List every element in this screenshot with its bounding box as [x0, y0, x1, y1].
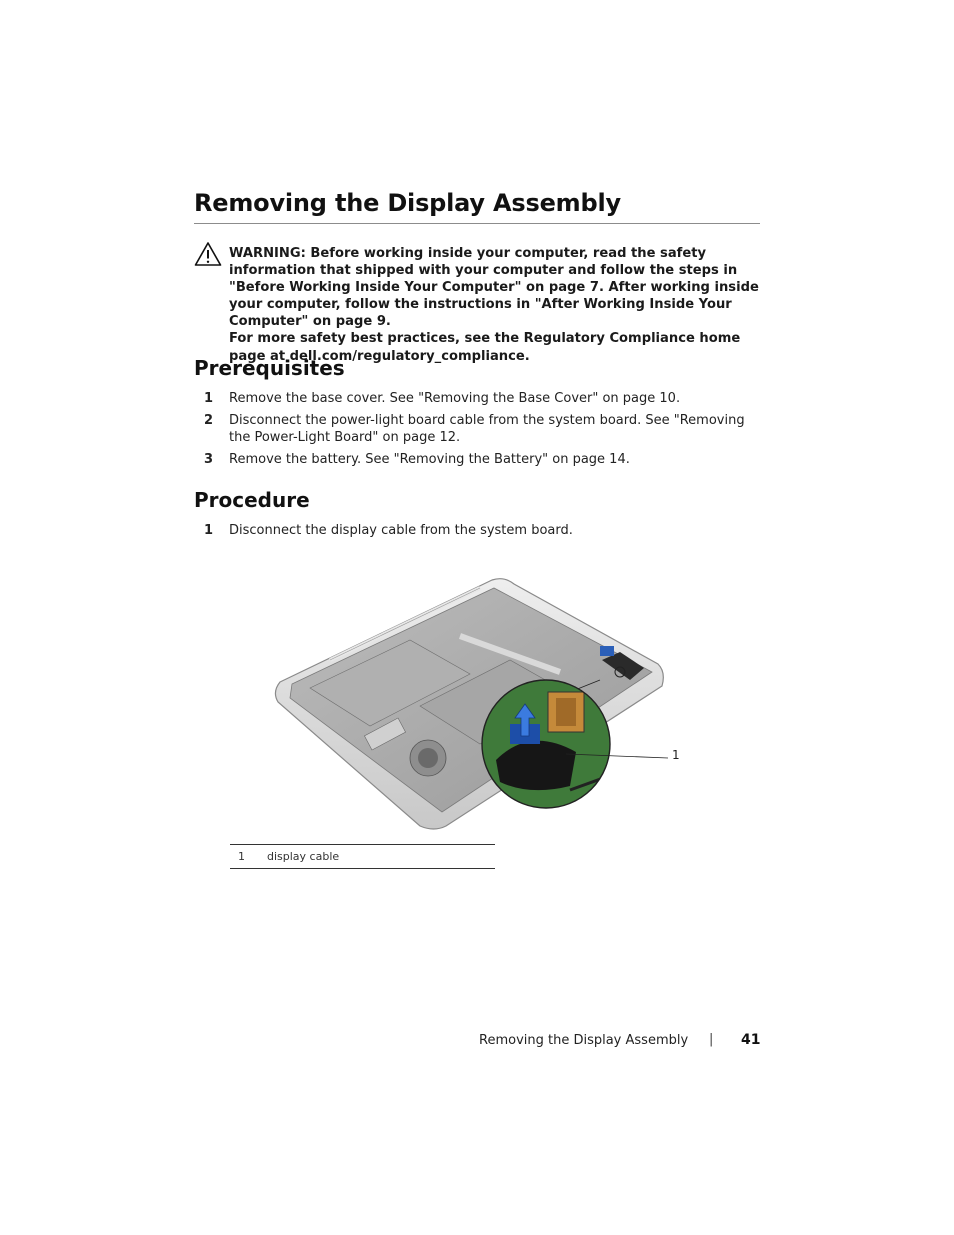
- step-text: Remove the base cover. See "Removing the Base Cover" on page 10.: [229, 391, 681, 406]
- legend-number: 1: [238, 850, 245, 863]
- footer-title: Removing the Display Assembly: [479, 1033, 689, 1048]
- step-text: Disconnect the power-light board cable from the system board. See "Removing the Power-Light Board" on page 12.: [229, 413, 745, 445]
- prerequisites-heading: Prerequisites: [194, 356, 345, 380]
- laptop-illustration: [270, 576, 690, 832]
- step-text: Disconnect the display cable from the system board.: [229, 523, 573, 538]
- warning-triangle-icon: [194, 241, 222, 267]
- step-number: 3: [204, 452, 214, 467]
- figure-legend: [230, 844, 495, 869]
- step-number: 1: [204, 523, 214, 538]
- footer-separator: |: [709, 1032, 714, 1047]
- page-title: Removing the Display Assembly: [194, 189, 621, 217]
- warning-block: [229, 245, 759, 365]
- legend-label: display cable: [267, 850, 340, 863]
- warning-text: WARNING: Before working inside your computer, read the safety information that shipped with your computer and follow the steps in "Before Working Inside Your Computer" on page 7. After working inside your computer, follow the instructions in "After Working Inside Your Computer" on page 9.: [229, 246, 759, 330]
- title-rule: [194, 223, 760, 224]
- step-text: Remove the battery. See "Removing the Battery" on page 14.: [229, 452, 630, 467]
- figure-callout-1: 1: [672, 748, 680, 762]
- warning-safety-text: For more safety best practices, see the Regulatory Compliance home page at dell.com/regulatory_compliance.: [229, 331, 741, 364]
- procedure-heading: Procedure: [194, 488, 310, 512]
- page-number: 41: [741, 1032, 761, 1048]
- step-number: 2: [204, 413, 214, 428]
- step-number: 1: [204, 391, 214, 406]
